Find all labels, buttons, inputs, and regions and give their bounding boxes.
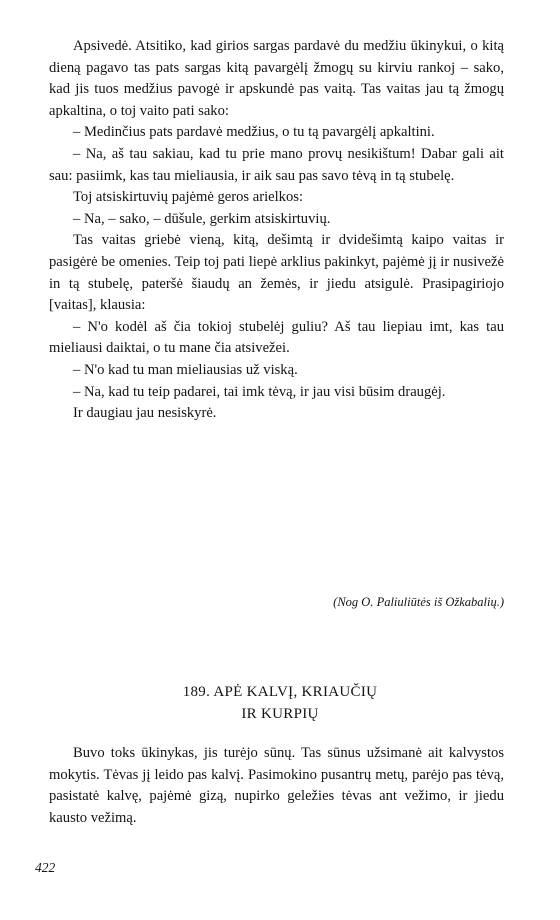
chapter-text <box>49 743 504 829</box>
page-number: 422 <box>35 860 56 875</box>
story-text <box>49 36 504 425</box>
chapter-title <box>0 681 560 725</box>
chapter-paragraph: Buvo toks ūkinykas, jis turėjo sūnų. Tas sūnus užsimanė ait kalvystos mokytis. Tėvas jį leido pas kalvį. Pasimokino pusantrų metų, parėjo pas tėvą, pasistatė kalvę, pajėmė gizą, nupirko geležies tėvas ant vežimo, ir jiedu kausto vežimą. <box>49 745 504 826</box>
source-citation: (Nog O. Paliuliūtės iš Ožkabalių.) <box>333 595 504 609</box>
story-paragraph: – Medinčius pats pardavė medžius, o tu tą pavargėlį apkaltini. <box>73 124 435 141</box>
chapter-title-line: IR KURPIŲ <box>241 706 319 722</box>
story-paragraph: – Na, – sako, – dūšule, gerkim atsiskirtuvių. <box>73 210 331 227</box>
story-paragraph: – Na, kad tu teip padarei, tai imk tėvą, ir jau visi būsim draugėj. <box>73 383 446 400</box>
story-paragraph: – N'o kodėl aš čia tokioj stubelėj guliu? Aš tau liepiau imt, kas tau mieliausi daiktai, o tu mane čia atsivežei. <box>49 318 504 357</box>
story-paragraph: Apsivedė. Atsitiko, kad girios sargas pardavė du medžiu ūkinykui, o kitą dieną pagavo tas pats sargas kitą pavargėlį žmogų su kirviu rankoj – sako, kad jis tuos medžius pavogė ir apskundė pas vaitą. Tas vaitas jau tą žmogų apkaltina, o toj vaito pati sako: <box>49 38 504 119</box>
story-paragraph: Tas vaitas griebė vieną, kitą, dešimtą ir dvidešimtą kaipo vaitas ir pasigėrė be omenies. Teip toj pati liepė arklius pakinkyt, pajėmė jį ir nusivežė in tą stubelę, pateršė šiaudų an žemės, ir jiedu atsigulė. Prasipagiriojo [vaitas], klausia: <box>49 232 504 314</box>
story-paragraph: Toj atsiskirtuvių pajėmė geros arielkos: <box>73 189 303 206</box>
story-paragraph: – Na, aš tau sakiau, kad tu prie mano provų nesikištum! Dabar gali ait sau: pasiimk, kas tau mieliausia, ir aik sau pas savo tėvą in tą stubelę. <box>49 145 504 184</box>
story-paragraph: Ir daugiau jau nesiskyrė. <box>73 405 217 422</box>
story-paragraph: – N'o kad tu man mieliausias už viską. <box>73 361 298 378</box>
chapter-title-line: 189. APĖ KALVĮ, KRIAUČIŲ <box>182 684 378 700</box>
